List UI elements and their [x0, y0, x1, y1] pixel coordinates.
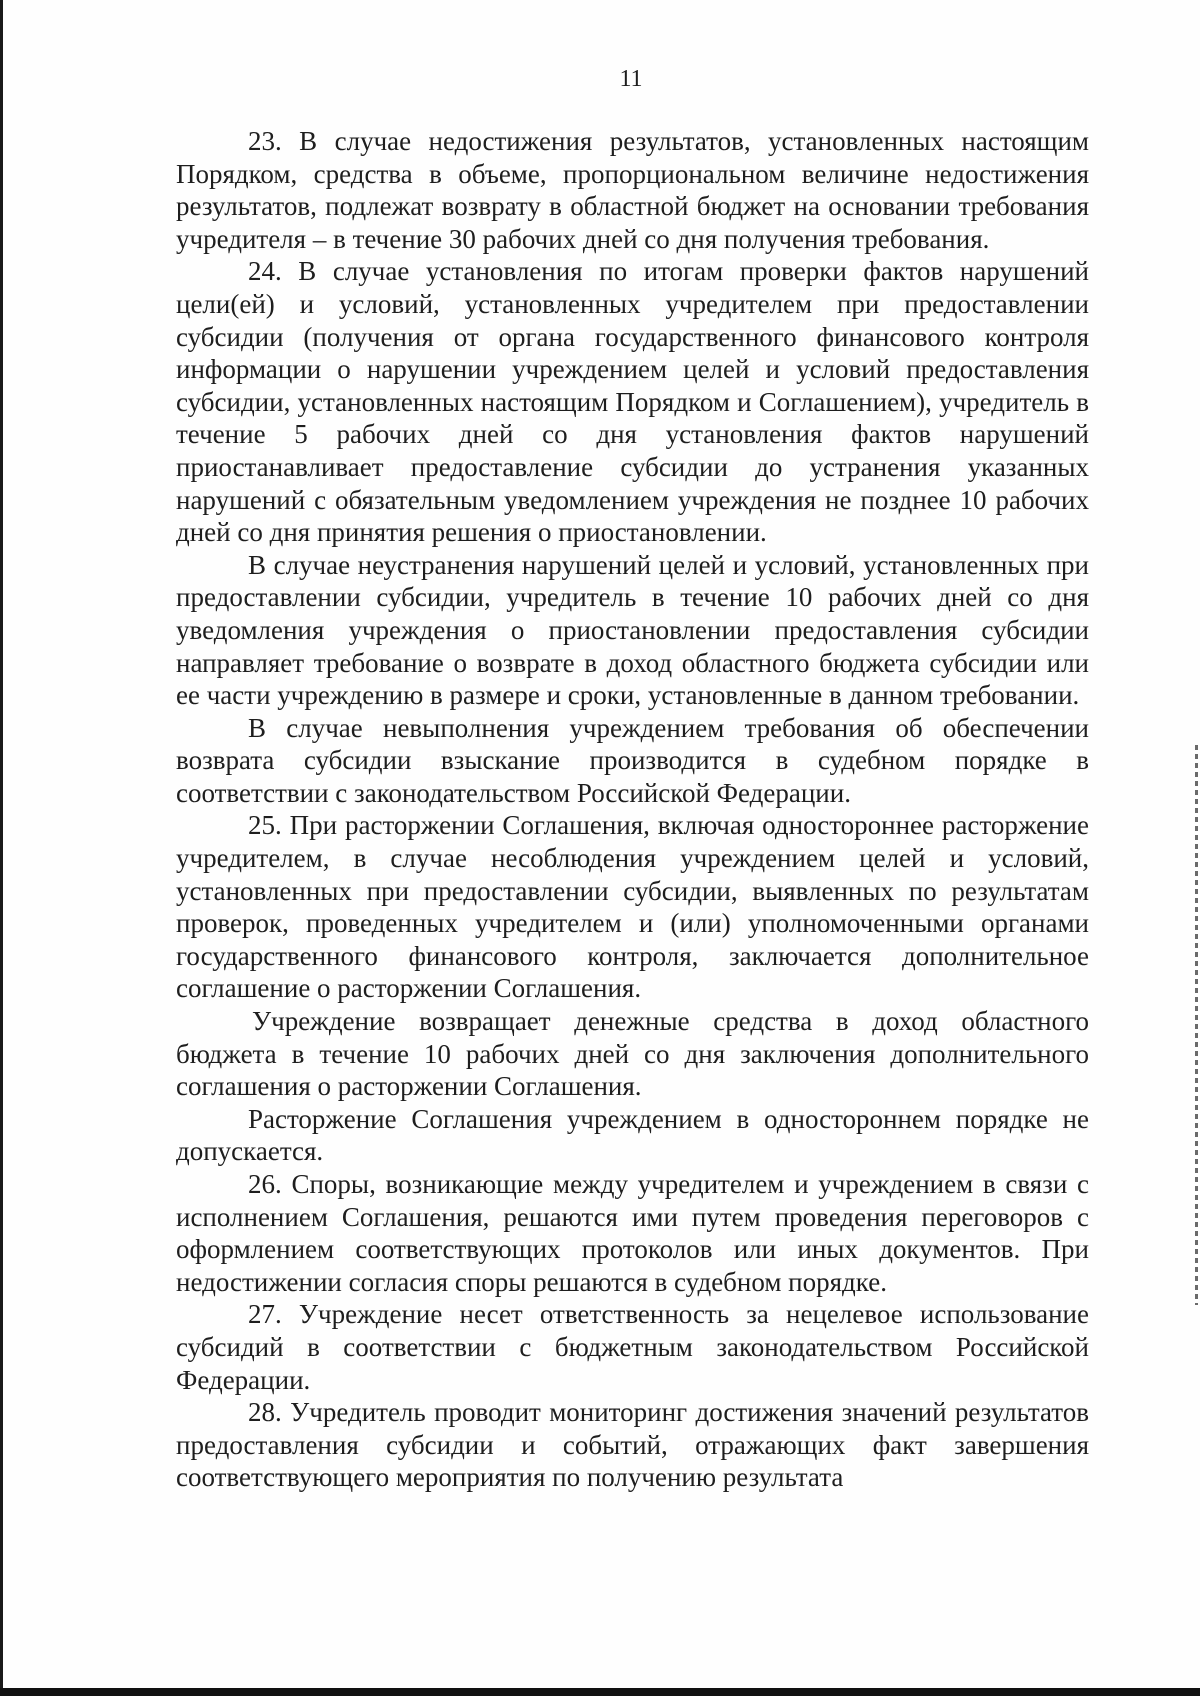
- paragraph-24-nonremediation: В случае неустранения нарушений целей и условий, установленных при предоставлении субсидии, учредитель в течение 10 рабочих дней со дня уведомления учреждения о приостановлении предоставления субсидии направляет требование о возврате в доход областного бюджета субсидии или ее части учреждению в размере и сроки, установленные в данном требовании.: [176, 549, 1089, 711]
- page-number: 11: [619, 66, 643, 92]
- paragraph-26: 26. Споры, возникающие между учредителем и учреждением в связи с исполнением Соглашения, решаются ими путем проведения переговоров с оформлением соответствующих протоколов или иных документов. При недостижении согласия споры решаются в судебном порядке.: [176, 1169, 1089, 1297]
- document-body: [176, 125, 1089, 1494]
- paragraph-28: 28. Учредитель проводит мониторинг достижения значений результатов предоставления субсидии и событий, отражающих факт завершения соответствующего мероприятия по получению результата: [176, 1397, 1089, 1493]
- scan-bottom-border: [0, 1688, 1200, 1696]
- scan-right-border: [1195, 745, 1198, 1305]
- paragraph-25-unilateral: Расторжение Соглашения учреждением в одностороннем порядке не допускается.: [176, 1103, 1089, 1167]
- paragraph-23: 23. В случае недостижения результатов, установленных настоящим Порядком, средства в объеме, пропорциональном величине недостижения результатов, подлежат возврату в областной бюджет на основании требования учредителя – в течение 30 рабочих дней со дня получения требования.: [176, 126, 1089, 254]
- scan-left-border: [0, 0, 3, 1696]
- paragraph-27: 27. Учреждение несет ответственность за нецелевое использование субсидий в соответствии с бюджетным законодательством Российской Федерации.: [176, 1299, 1089, 1395]
- paragraph-25: 25. При расторжении Соглашения, включая одностороннее расторжение учредителем, в случае несоблюдения учреждением целей и условий, установленных при предоставлении субсидии, выявленных по результатам проверок, проведенных учредителем и (или) уполномоченными органами государственного финансового контроля, заключается дополнительное соглашение о расторжении Соглашения.: [176, 810, 1089, 1004]
- paragraph-25-refund: Учреждение возвращает денежные средства в доход областного бюджета в течение 10 рабочих дней со дня заключения дополнительного соглашения о расторжении Соглашения.: [176, 1006, 1089, 1102]
- paragraph-24-recovery: В случае невыполнения учреждением требования об обеспечении возврата субсидии взыскание производится в судебном порядке в соответствии с законодательством Российской Федерации.: [176, 712, 1089, 808]
- paragraph-24: 24. В случае установления по итогам проверки фактов нарушений цели(ей) и условий, установленных учредителем при предоставлении субсидии (получения от органа государственного финансового контроля информации о нарушении учреждением целей и условий предоставления субсидии, установленных настоящим Порядком и Соглашением), учредитель в течение 5 рабочих дней со дня установления фактов нарушений приостанавливает предоставление субсидии до устранения указанных нарушений с обязательным уведомлением учреждения не позднее 10 рабочих дней со дня принятия решения о приостановлении.: [176, 256, 1089, 548]
